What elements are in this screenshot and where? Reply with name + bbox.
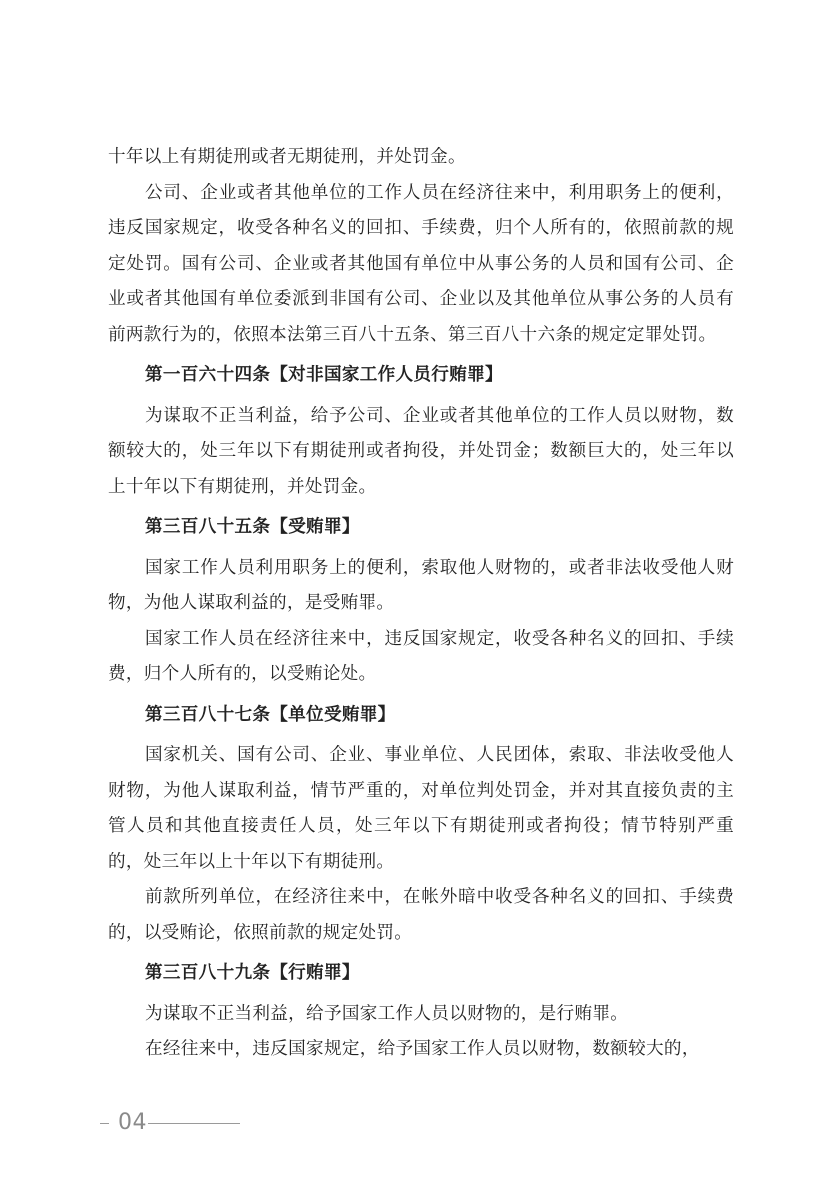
paragraph: 公司、企业或者其他单位的工作人员在经济往来中，利用职务上的便利，违反国家规定，收受各种名义的回扣、手续费，归个人所有的，依照前款的规定处罚。国有公司、企业或者其他国有单位中从事公务的人员和国有公司、企业或者其他国有单位委派到非国有公司、企业以及其他单位从事公务的人员有前两款行为的，依照本法第三百八十五条、第三百八十六条的规定定罪处罚。 (108, 182, 734, 345)
footer-dash (100, 1123, 109, 1124)
paragraph: 国家工作人员在经济往来中，违反国家规定，收受各种名义的回扣、手续费，归个人所有的，以受贿论处。 (108, 628, 734, 684)
article-heading: 第三百八十七条【单位受贿罪】 (145, 704, 396, 725)
paragraph: 为谋取不正当利益，给予国家工作人员以财物的，是行贿罪。 (145, 1003, 629, 1024)
paragraph: 国家机关、国有公司、企业、事业单位、人民团体，索取、非法收受他人财物，为他人谋取利益，情节严重的，对单位判处罚金，并对其直接负责的主管人员和其他直接责任人员，处三年以下有期徒刑或者拘役；情节特别严重的，处三年以上十年以下有期徒刑。 (108, 745, 734, 872)
article-heading: 第三百八十五条【受贿罪】 (145, 517, 360, 537)
paragraph: 在经往来中，违反国家规定，给予国家工作人员以财物，数额较大的， (145, 1039, 700, 1059)
article-heading: 第一百六十四条【对非国家工作人员行贿罪】 (145, 365, 503, 385)
page-number: 04 (118, 1110, 147, 1135)
article-heading: 第三百八十九条【行贿罪】 (145, 963, 360, 983)
document-body (108, 140, 734, 1068)
paragraph: 国家工作人员利用职务上的便利，索取他人财物的，或者非法收受他人财物，为他人谋取利益的，是受贿罪。 (108, 557, 734, 613)
paragraph: 十年以上有期徒刑或者无期徒刑，并处罚金。 (108, 147, 466, 167)
footer-rule (148, 1123, 240, 1124)
paragraph: 为谋取不正当利益，给予公司、企业或者其他单位的工作人员以财物，数额较大的，处三年以下有期徒刑或者拘役，并处罚金；数额巨大的，处三年以上十年以下有期徒刑，并处罚金。 (108, 405, 734, 497)
page-footer (100, 1108, 250, 1138)
paragraph: 前款所列单位，在经济往来中，在帐外暗中收受各种名义的回扣、手续费的，以受贿论，依照前款的规定处罚。 (108, 887, 734, 943)
